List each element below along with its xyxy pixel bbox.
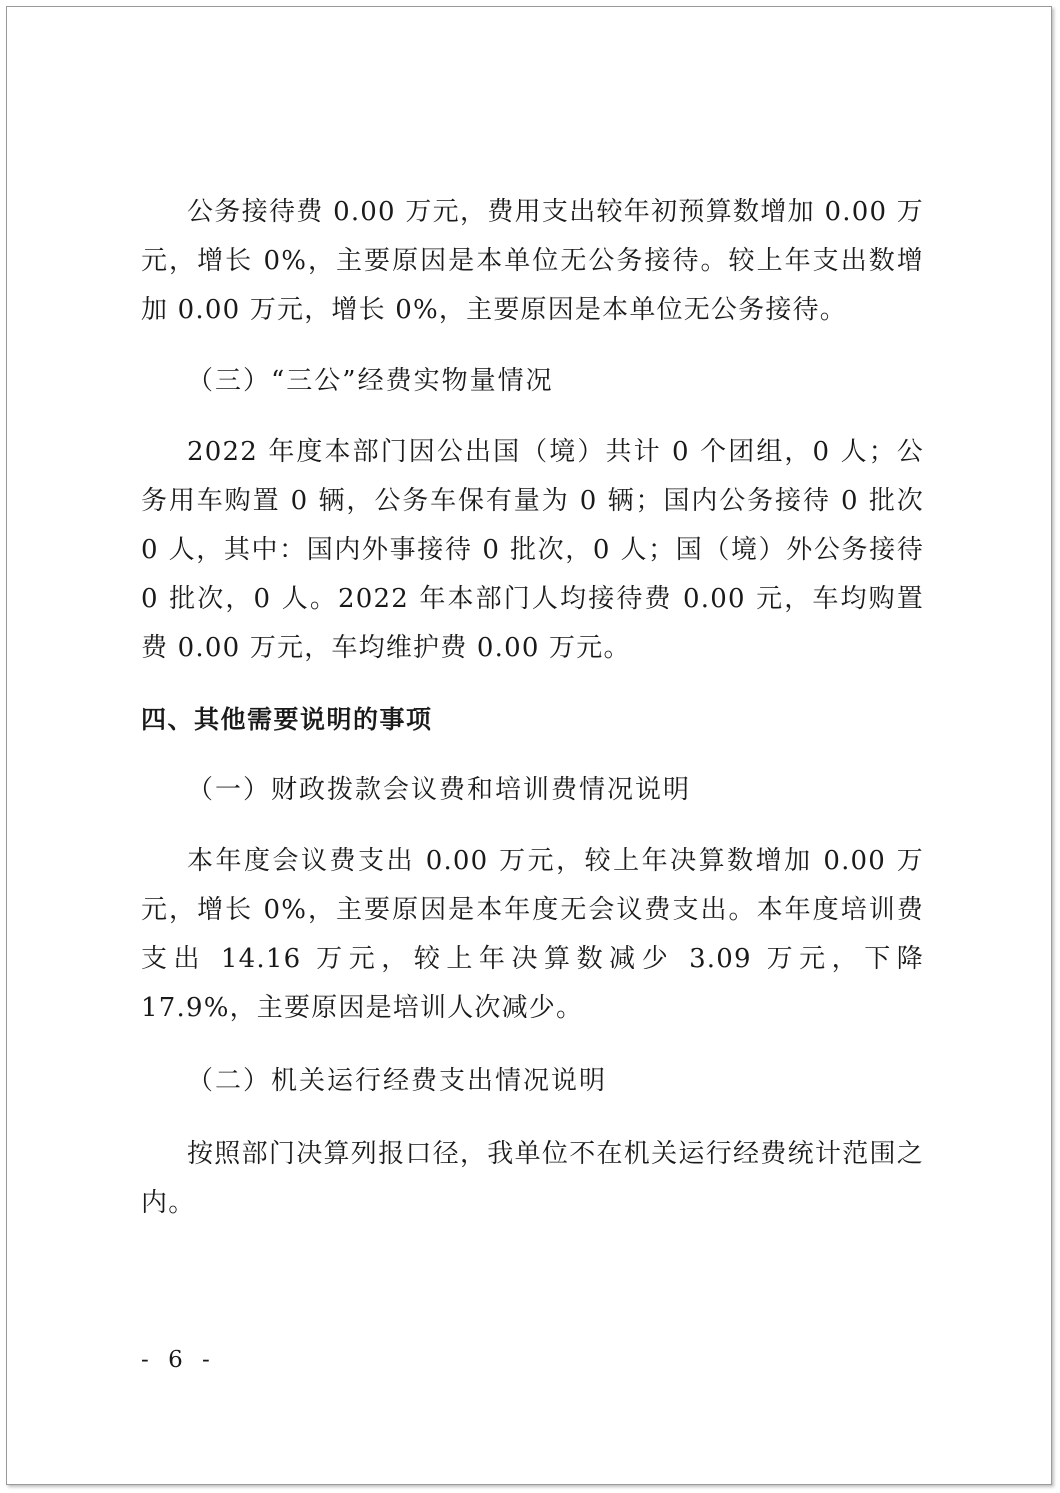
document-body [141,188,924,1228]
section-heading-other-matters: 四、其他需要说明的事项 [141,705,433,734]
paragraph-reception-fee: 公务接待费 0.00 万元，费用支出较年初预算数增加 0.00 万元，增长 0%，主要原因是本单位无公务接待。较上年支出数增加 0.00 万元，增长 0%，主要原因是本单位无公务接待。 [141,197,924,325]
subheading-meeting-training: （一）财政拨款会议费和培训费情况说明 [187,775,692,805]
page-number: - 6 - [141,1347,216,1373]
subheading-operating-expenses: （二）机关运行经费支出情况说明 [187,1066,608,1096]
paragraph-three-public-details: 2022 年度本部门因公出国（境）共计 0 个团组，0 人；公务用车购置 0 辆，公务车保有量为 0 辆；国内公务接待 0 批次 0 人，其中：国内外事接待 0 批次，0 人；国（境）外公务接待 0 批次，0 人。2022 年本部门人均接待费 0.00 元，车均购置费 0.00 万元，车均维护费 0.00 万元。 [141,437,924,663]
subheading-three-public-quantity: （三）“三公”经费实物量情况 [187,366,554,396]
paragraph-operating-expenses: 按照部门决算列报口径，我单位不在机关运行经费统计范围之内。 [141,1139,924,1218]
paragraph-meeting-training: 本年度会议费支出 0.00 万元，较上年决算数增加 0.00 万元，增长 0%，主要原因是本年度无会议费支出。本年度培训费支出 14.16 万元，较上年决算数减少 3.09 万元，下降 17.9%，主要原因是培训人次减少。 [141,846,924,1023]
